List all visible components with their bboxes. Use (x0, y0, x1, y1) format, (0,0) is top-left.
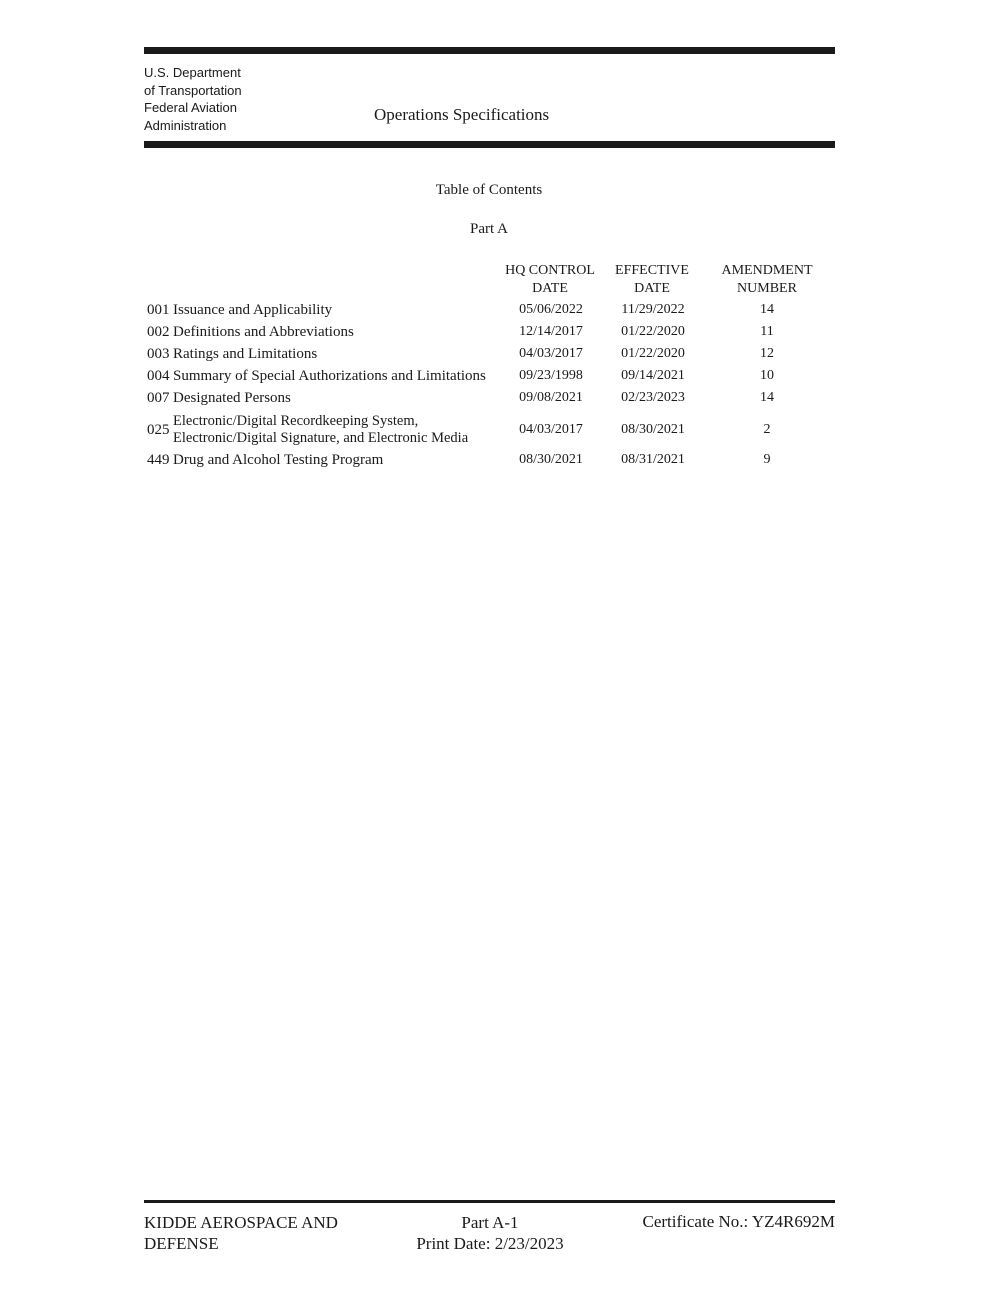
column-header-amendment-number (710, 262, 824, 298)
toc-row-title: Summary of Special Authorizations and Limitations (173, 368, 486, 384)
toc-row-hq-date: 04/03/2017 (519, 422, 583, 437)
toc-row-amendment: 10 (760, 368, 774, 383)
toc-row[interactable] (147, 413, 827, 449)
part-title: Part A (470, 221, 508, 237)
column-header-hq-control-date (500, 262, 600, 298)
toc-row-amendment: 9 (763, 452, 771, 467)
toc-row-effective-date: 09/14/2021 (621, 368, 685, 383)
toc-row-number: 007 (147, 390, 170, 406)
toc-row-amendment: 12 (760, 346, 774, 361)
column-header-line: DATE (634, 281, 670, 296)
toc-row-amendment: 2 (763, 422, 771, 437)
footer-certificate-number: Certificate No.: YZ4R692M (642, 1212, 835, 1231)
toc-row-title: Designated Persons (173, 390, 291, 406)
toc-title: Table of Contents (435, 182, 543, 198)
toc-row-amendment: 14 (760, 302, 774, 317)
toc-row-hq-date: 04/03/2017 (519, 346, 583, 361)
toc-row-effective-date: 11/29/2022 (621, 302, 685, 317)
toc-row-effective-date: 08/30/2021 (621, 422, 685, 437)
toc-row-title: Drug and Alcohol Testing Program (173, 452, 384, 468)
footer-company-line: DEFENSE (144, 1234, 219, 1253)
column-header-line: HQ CONTROL (505, 263, 595, 278)
agency-line: of Transportation (144, 82, 242, 98)
toc-row-title: Issuance and Applicability (173, 302, 333, 318)
column-header-effective-date (602, 262, 702, 298)
toc-row-amendment: 11 (760, 324, 774, 339)
agency-name (144, 64, 242, 134)
agency-line: Federal Aviation (144, 100, 237, 115)
header-top-rule (144, 47, 835, 54)
column-header-line: AMENDMENT (721, 263, 813, 278)
toc-row-title-line: Electronic/Digital Signature, and Electronic Media (173, 430, 469, 446)
footer-page-number: Part A-1 (461, 1213, 519, 1232)
toc-row-effective-date: 08/31/2021 (621, 452, 685, 467)
footer-company (144, 1212, 338, 1254)
toc-row-effective-date: 02/23/2023 (621, 390, 685, 405)
header-bottom-rule (144, 141, 835, 148)
footer-company-line: KIDDE AEROSPACE AND (144, 1213, 338, 1232)
toc-row-amendment: 14 (760, 390, 774, 405)
toc-row-hq-date: 09/08/2021 (519, 390, 583, 405)
toc-row-hq-date: 12/14/2017 (519, 324, 583, 339)
document-title: Operations Specifications (374, 105, 550, 124)
toc-row-number: 001 (147, 302, 170, 318)
toc-row-hq-date: 09/23/1998 (519, 368, 583, 383)
footer-page-info (390, 1212, 590, 1254)
toc-row-title-line: Electronic/Digital Recordkeeping System, (173, 413, 419, 429)
column-header-line: DATE (532, 281, 568, 296)
toc-row-number: 003 (147, 346, 170, 362)
toc-row-title: Definitions and Abbreviations (173, 324, 354, 340)
toc-row-effective-date: 01/22/2020 (621, 346, 685, 361)
toc-row-number: 449 (147, 452, 170, 468)
column-header-line: NUMBER (737, 281, 797, 296)
toc-row-hq-date: 08/30/2021 (519, 452, 583, 467)
toc-row-number: 025 (147, 422, 170, 438)
agency-line: Administration (144, 117, 227, 133)
agency-line: U.S. Department (144, 65, 241, 80)
footer-rule (144, 1200, 835, 1203)
column-header-line: EFFECTIVE (615, 263, 689, 278)
toc-row-effective-date: 01/22/2020 (621, 324, 685, 339)
toc-row-title: Ratings and Limitations (173, 346, 318, 362)
toc-row-hq-date: 05/06/2022 (519, 302, 583, 317)
footer-print-date: Print Date: 2/23/2023 (416, 1234, 564, 1253)
toc-row-number: 004 (147, 368, 170, 384)
toc-row-number: 002 (147, 324, 170, 340)
